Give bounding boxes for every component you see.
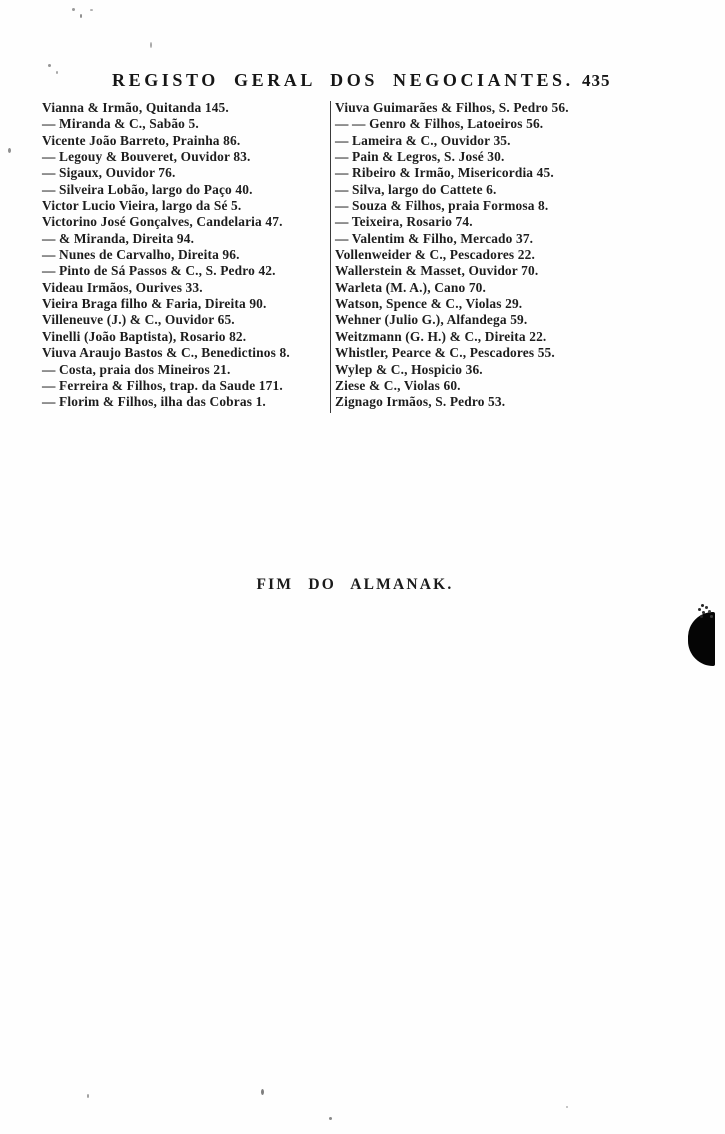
directory-entry: Weitzmann (G. H.) & C., Direita 22. (335, 328, 547, 344)
directory-entry: — Sigaux, Ouvidor 76. (42, 165, 176, 181)
directory-entry: Villeneuve (J.) & C., Ouvidor 65. (42, 312, 235, 328)
directory-entry: Vinelli (João Baptista), Rosario 82. (42, 328, 247, 344)
directory-entry: — Teixeira, Rosario 74. (335, 214, 473, 230)
directory-entry: Vianna & Irmão, Quitanda 145. (42, 100, 229, 115)
directory-entry: — Pinto de Sá Passos & C., S. Pedro 42. (42, 263, 276, 279)
directory-entry: Videau Irmãos, Ourives 33. (42, 279, 203, 295)
scan-speck (48, 64, 51, 67)
directory-entry: — Silveira Lobão, largo do Paço 40. (42, 181, 253, 197)
directory-entry: — Ferreira & Filhos, trap. da Saude 171. (42, 377, 283, 393)
directory-entry: — Souza & Filhos, praia Formosa 8. (335, 198, 549, 214)
directory-entry: Wallerstein & Masset, Ouvidor 70. (335, 263, 539, 279)
directory-columns (42, 100, 692, 411)
directory-entry: — Nunes de Carvalho, Direita 96. (42, 247, 240, 263)
scan-speck (150, 42, 152, 48)
directory-entry: — Costa, praia dos Mineiros 21. (42, 361, 231, 377)
directory-entry: — Lameira & C., Ouvidor 35. (335, 132, 511, 148)
directory-entry: — Silva, largo do Cattete 6. (335, 181, 497, 197)
scan-speck (90, 9, 93, 11)
scan-speck (72, 8, 75, 11)
scan-speck (566, 1106, 568, 1108)
directory-entry: Watson, Spence & C., Violas 29. (335, 296, 523, 312)
directory-entry: Wehner (Julio G.), Alfandega 59. (335, 312, 528, 328)
scan-speck (56, 71, 58, 74)
directory-entry: Victor Lucio Vieira, largo da Sé 5. (42, 198, 242, 214)
scan-speck (87, 1094, 89, 1098)
directory-column-right (330, 100, 691, 411)
directory-entry: Wylep & C., Hospicio 36. (335, 361, 483, 377)
directory-entry: Vollenweider & C., Pescadores 22. (335, 247, 535, 263)
scan-speck (80, 14, 82, 18)
directory-entry: Victorino José Gonçalves, Candelaria 47. (42, 214, 283, 230)
page-number: 435 (582, 71, 611, 90)
ink-speckles-artifact (701, 604, 704, 607)
directory-entry: — Ribeiro & Irmão, Misericordia 45. (335, 165, 554, 181)
page-title: REGISTO GERAL DOS NEGOCIANTES. (112, 70, 574, 90)
directory-entry: — — Genro & Filhos, Latoeiros 56. (335, 116, 544, 132)
directory-entry: Vicente João Barreto, Prainha 86. (42, 132, 241, 148)
directory-entry: Viuva Araujo Bastos & C., Benedictinos 8. (42, 345, 290, 361)
directory-entry: — Florim & Filhos, ilha das Cobras 1. (42, 394, 266, 410)
end-of-almanac-text: FIM DO ALMANAK. (256, 576, 454, 593)
ink-blot-artifact (688, 612, 715, 666)
directory-entry: — & Miranda, Direita 94. (42, 230, 195, 246)
directory-entry: — Legouy & Bouveret, Ouvidor 83. (42, 149, 251, 165)
directory-entry: Warleta (M. A.), Cano 70. (335, 279, 487, 295)
directory-entry: — Valentim & Filho, Mercado 37. (335, 230, 534, 246)
directory-entry: — Miranda & C., Sabão 5. (42, 116, 199, 132)
directory-entry: Vieira Braga filho & Faria, Direita 90. (42, 296, 267, 312)
scan-speck (261, 1089, 264, 1095)
scan-speck (329, 1117, 332, 1120)
directory-entry: Ziese & C., Violas 60. (335, 377, 461, 393)
directory-column-left (42, 100, 330, 411)
scan-speck (8, 148, 11, 153)
directory-entry: Zignago Irmãos, S. Pedro 53. (335, 394, 506, 410)
directory-entry: Whistler, Pearce & C., Pescadores 55. (335, 345, 555, 361)
directory-entry: — Pain & Legros, S. José 30. (335, 149, 505, 165)
directory-entry: Viuva Guimarães & Filhos, S. Pedro 56. (335, 100, 569, 115)
